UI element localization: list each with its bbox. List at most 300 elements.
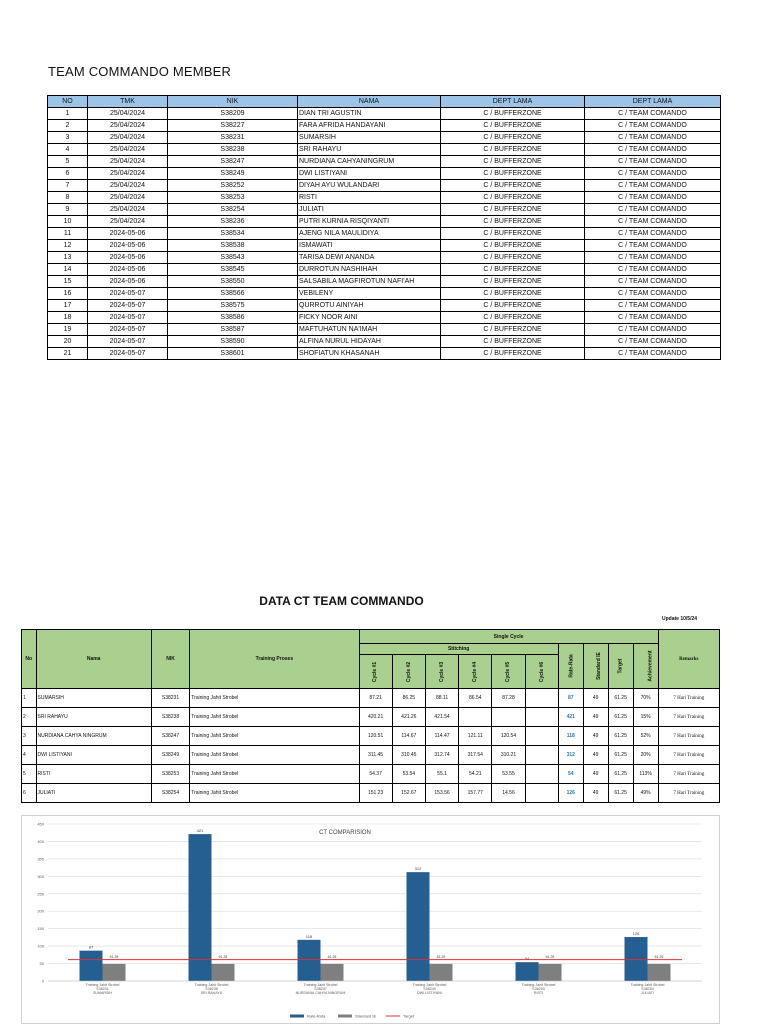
- data-label-target: 61.25: [109, 955, 119, 960]
- cell-cycle-6: [525, 746, 558, 765]
- cell-proses: Training Jahit Strobel: [190, 784, 359, 803]
- cell-dept-lama: C / BUFFERZONE: [441, 216, 585, 228]
- table-row: [48, 120, 721, 132]
- ct-col-cycle-5: [492, 655, 525, 689]
- cell-dept-lama: C / BUFFERZONE: [441, 204, 585, 216]
- cell-standard: 49: [583, 727, 608, 746]
- cell-nama: DIAN TRI AGUSTIN: [298, 108, 441, 120]
- cell-cycle-4: [459, 708, 492, 727]
- cell-cycle-4: 54.21: [459, 765, 492, 784]
- cell-achievement: 20%: [633, 746, 658, 765]
- cell-nik: S38534: [168, 228, 298, 240]
- cell-dept-lama: C / BUFFERZONE: [441, 120, 585, 132]
- cell-proses: Training Jahit Strobel: [190, 727, 359, 746]
- bar-standard: [212, 964, 235, 981]
- cell-dept-lama: C / BUFFERZONE: [441, 336, 585, 348]
- cell-dept-lama: C / BUFFERZONE: [441, 252, 585, 264]
- table-row: [48, 300, 721, 312]
- cell-rate: 118: [558, 727, 583, 746]
- data-label-rate: 312: [414, 866, 422, 872]
- table-row: [22, 727, 720, 746]
- data-label-target: 61.25: [545, 955, 555, 960]
- cell-nik: S38253: [151, 765, 189, 784]
- cell-no: 1: [22, 689, 37, 708]
- ct-col-nik: NIK: [151, 630, 189, 689]
- cell-nama: TARISA DEWI ANANDA: [298, 252, 441, 264]
- cell-cycle-6: [525, 708, 558, 727]
- cell-nama: NURDIANA CAHYA NINGRUM: [36, 727, 151, 746]
- cell-nik: S38247: [168, 156, 298, 168]
- table-row: [22, 746, 720, 765]
- cell-no: 3: [48, 132, 88, 144]
- col-tmk: TMK: [88, 96, 168, 108]
- category-label: NURDIANA CAHYA NINGRUM: [295, 991, 346, 995]
- y-tick-label: 50: [39, 961, 44, 967]
- ct-col-target: [608, 644, 633, 689]
- data-label-target: 61.25: [327, 955, 337, 960]
- category-label: SUMARSIH: [93, 991, 112, 995]
- cell-dept-lama-2: C / TEAM COMANDO: [585, 300, 721, 312]
- cell-rate: 421: [558, 708, 583, 727]
- cell-cycle-2: 152.67: [392, 784, 425, 803]
- cell-tmk: 25/04/2024: [88, 216, 168, 228]
- cell-nama: VEBILENY: [298, 288, 441, 300]
- cell-tmk: 25/04/2024: [88, 132, 168, 144]
- cell-tmk: 2024-05-06: [88, 240, 168, 252]
- cell-cycle-5: 53.55: [492, 765, 525, 784]
- cell-cycle-2: 114.67: [392, 727, 425, 746]
- legend-swatch: [338, 1015, 352, 1018]
- bar-rate: [625, 937, 648, 981]
- cell-dept-lama-2: C / TEAM COMANDO: [585, 132, 721, 144]
- cell-no: 1: [48, 108, 88, 120]
- cell-tmk: 25/04/2024: [88, 168, 168, 180]
- table-row: [48, 288, 721, 300]
- cell-dept-lama: C / BUFFERZONE: [441, 348, 585, 360]
- table-row: [48, 228, 721, 240]
- bar-rate: [298, 940, 321, 981]
- ct-col-cycle-4-label: Cycle #4: [472, 661, 479, 682]
- chart-svg: [22, 816, 719, 1023]
- cell-nama: SUMARSIH: [298, 132, 441, 144]
- category-label: Training Jahit Strobel: [412, 983, 447, 987]
- col-dept-lama: DEPT LAMA: [441, 96, 585, 108]
- cell-proses: Training Jahit Strobel: [190, 708, 359, 727]
- cell-cycle-1: 151.23: [359, 784, 392, 803]
- cell-dept-lama: C / BUFFERZONE: [441, 168, 585, 180]
- legend-swatch: [290, 1015, 304, 1018]
- cell-tmk: 25/04/2024: [88, 108, 168, 120]
- cell-nik: S38590: [168, 336, 298, 348]
- ct-col-nama: Nama: [36, 630, 151, 689]
- cell-nik: S38249: [168, 168, 298, 180]
- cell-nama: SRI RAHAYU: [298, 144, 441, 156]
- cell-cycle-2: 310.45: [392, 746, 425, 765]
- cell-nama: FARA AFRIDA HANDAYANI: [298, 120, 441, 132]
- cell-cycle-5: 120.54: [492, 727, 525, 746]
- cell-cycle-4: 86.54: [459, 689, 492, 708]
- cell-dept-lama-2: C / TEAM COMANDO: [585, 204, 721, 216]
- cell-remarks: 7 Hari Training: [658, 689, 719, 708]
- cell-no: 10: [48, 216, 88, 228]
- category-label: JULIATI: [641, 991, 654, 995]
- cell-no: 5: [48, 156, 88, 168]
- cell-nama: ALFINA NURUL HIDAYAH: [298, 336, 441, 348]
- cell-remarks: 7 Hari Training: [658, 765, 719, 784]
- cell-cycle-6: [525, 784, 558, 803]
- ct-col-rate: [558, 644, 583, 689]
- cell-cycle-5: [492, 708, 525, 727]
- category-label: S38231: [96, 987, 109, 991]
- cell-dept-lama-2: C / TEAM COMANDO: [585, 156, 721, 168]
- table-row: [48, 336, 721, 348]
- cell-cycle-5: 14.56: [492, 784, 525, 803]
- data-label-target: 61.25: [218, 955, 228, 960]
- y-tick-label: 400: [37, 838, 44, 844]
- cell-no: 8: [48, 192, 88, 204]
- cell-nama: SHOFIATUN KHASANAH: [298, 348, 441, 360]
- cell-remarks: 7 Hari Training: [658, 708, 719, 727]
- cell-dept-lama-2: C / TEAM COMANDO: [585, 336, 721, 348]
- cell-no: 7: [48, 180, 88, 192]
- cell-tmk: 2024-05-07: [88, 336, 168, 348]
- legend-label: Target: [403, 1013, 415, 1019]
- table-row: [48, 156, 721, 168]
- ct-col-cycle-6-label: Cycle #6: [538, 661, 545, 682]
- cell-target: 61.25: [608, 765, 633, 784]
- cell-cycle-3: 114.47: [425, 727, 458, 746]
- cell-standard: 49: [583, 689, 608, 708]
- cell-nik: S38253: [168, 192, 298, 204]
- bar-standard: [103, 964, 126, 981]
- ct-col-cycle-5-label: Cycle #5: [505, 661, 512, 682]
- cell-tmk: 25/04/2024: [88, 156, 168, 168]
- cell-nik: S38550: [168, 276, 298, 288]
- cell-no: 14: [48, 264, 88, 276]
- ct-col-achievement: [633, 644, 658, 689]
- y-tick-label: 0: [41, 978, 44, 984]
- cell-remarks: 7 Hari Training: [658, 727, 719, 746]
- cell-target: 61.25: [608, 727, 633, 746]
- cell-cycle-2: 53.54: [392, 765, 425, 784]
- cell-cycle-6: [525, 689, 558, 708]
- table-row: [48, 216, 721, 228]
- ct-col-proses: Training Proses: [190, 630, 359, 689]
- ct-col-standard: [583, 644, 608, 689]
- cell-nama: DWI LISTIYANI: [36, 746, 151, 765]
- cell-nik: S38254: [151, 784, 189, 803]
- table-row: [48, 108, 721, 120]
- data-label-rate: 87: [88, 944, 94, 950]
- ct-table: [21, 629, 720, 803]
- cell-cycle-4: 121.11: [459, 727, 492, 746]
- cell-nama: ISMAWATI: [298, 240, 441, 252]
- ct-comparison-chart: [21, 815, 720, 1024]
- cell-tmk: 25/04/2024: [88, 144, 168, 156]
- cell-standard: 49: [583, 784, 608, 803]
- cell-nik: S38227: [168, 120, 298, 132]
- cell-dept-lama-2: C / TEAM COMANDO: [585, 144, 721, 156]
- ct-col-cycle-1: [359, 655, 392, 689]
- cell-nik: S38575: [168, 300, 298, 312]
- y-tick-label: 350: [37, 856, 44, 862]
- y-tick-label: 300: [37, 873, 44, 879]
- bar-standard: [539, 964, 562, 981]
- cell-cycle-1: 54.37: [359, 765, 392, 784]
- data-label-target: 61.25: [654, 955, 664, 960]
- category-label: DWI LISTIYANI: [417, 991, 442, 995]
- cell-rate: 54: [558, 765, 583, 784]
- cell-no: 12: [48, 240, 88, 252]
- ct-col-cycle-2: [392, 655, 425, 689]
- cell-cycle-1: 420.21: [359, 708, 392, 727]
- cell-no: 5: [22, 765, 37, 784]
- ct-col-target-label: Target: [617, 658, 624, 674]
- bar-standard: [321, 964, 344, 981]
- cell-tmk: 2024-05-06: [88, 252, 168, 264]
- cell-dept-lama-2: C / TEAM COMANDO: [585, 108, 721, 120]
- cell-nik: S38254: [168, 204, 298, 216]
- ct-col-cycle-6: [525, 655, 558, 689]
- cell-no: 20: [48, 336, 88, 348]
- cell-no: 4: [48, 144, 88, 156]
- cell-dept-lama-2: C / TEAM COMANDO: [585, 288, 721, 300]
- cell-rate: 312: [558, 746, 583, 765]
- table-row: [48, 348, 721, 360]
- table-row: [48, 132, 721, 144]
- cell-achievement: 49%: [633, 784, 658, 803]
- category-label: S38247: [314, 987, 327, 991]
- cell-cycle-2: 421.26: [392, 708, 425, 727]
- ct-col-remarks: Remarks: [658, 630, 719, 689]
- ct-title: DATA CT TEAM COMMANDO: [259, 594, 424, 608]
- cell-dept-lama-2: C / TEAM COMANDO: [585, 120, 721, 132]
- cell-nama: AJENG NILA MAULIDIYA: [298, 228, 441, 240]
- cell-no: 18: [48, 312, 88, 324]
- cell-nik: S38209: [168, 108, 298, 120]
- cell-achievement: 15%: [633, 708, 658, 727]
- cell-no: 21: [48, 348, 88, 360]
- cell-cycle-3: 88.11: [425, 689, 458, 708]
- cell-dept-lama: C / BUFFERZONE: [441, 264, 585, 276]
- cell-dept-lama: C / BUFFERZONE: [441, 240, 585, 252]
- table-row: [48, 324, 721, 336]
- cell-no: 17: [48, 300, 88, 312]
- cell-no: 9: [48, 204, 88, 216]
- cell-proses: Training Jahit Strobel: [190, 689, 359, 708]
- cell-nik: S38545: [168, 264, 298, 276]
- cell-nik: S38566: [168, 288, 298, 300]
- cell-dept-lama-2: C / TEAM COMANDO: [585, 252, 721, 264]
- cell-dept-lama: C / BUFFERZONE: [441, 312, 585, 324]
- cell-cycle-4: 317.54: [459, 746, 492, 765]
- cell-cycle-4: 157.77: [459, 784, 492, 803]
- cell-cycle-6: [525, 765, 558, 784]
- cell-dept-lama-2: C / TEAM COMANDO: [585, 192, 721, 204]
- y-tick-label: 150: [37, 926, 44, 932]
- cell-nama: SALSABILA MAGFIROTUN NAFI'AH: [298, 276, 441, 288]
- data-label-rate: 54: [524, 956, 530, 962]
- y-tick-label: 250: [37, 891, 44, 897]
- ct-col-cycle-4: [459, 655, 492, 689]
- cell-nama: RISTI: [298, 192, 441, 204]
- bar-standard: [648, 964, 671, 981]
- cell-no: 4: [22, 746, 37, 765]
- category-label: Training Jahit Strobel: [303, 983, 338, 987]
- bar-standard: [430, 964, 453, 981]
- cell-dept-lama: C / BUFFERZONE: [441, 288, 585, 300]
- table-row: [48, 240, 721, 252]
- col-nama: NAMA: [298, 96, 441, 108]
- cell-target: 61.25: [608, 746, 633, 765]
- cell-dept-lama-2: C / TEAM COMANDO: [585, 228, 721, 240]
- cell-standard: 49: [583, 765, 608, 784]
- category-label: S38238: [205, 987, 218, 991]
- cell-nama: NURDIANA CAHYANINGRUM: [298, 156, 441, 168]
- table-row: [22, 765, 720, 784]
- cell-tmk: 25/04/2024: [88, 204, 168, 216]
- table-row: [48, 312, 721, 324]
- category-label: S38253: [532, 987, 545, 991]
- cell-nik: S38238: [151, 708, 189, 727]
- cell-nik: S38231: [151, 689, 189, 708]
- cell-nik: S38601: [168, 348, 298, 360]
- cell-nama: RISTI: [36, 765, 151, 784]
- category-label: RISTI: [533, 991, 544, 995]
- bar-rate: [516, 962, 539, 981]
- cell-dept-lama: C / BUFFERZONE: [441, 276, 585, 288]
- cell-nik: S38236: [168, 216, 298, 228]
- data-label-rate: 126: [632, 931, 640, 937]
- table-row: [22, 784, 720, 803]
- update-label: Update 10/5/24: [662, 616, 698, 622]
- cell-nama: FICKY NOOR AINI: [298, 312, 441, 324]
- cell-dept-lama: C / BUFFERZONE: [441, 300, 585, 312]
- cell-nama: JULIATI: [298, 204, 441, 216]
- table-row: [48, 180, 721, 192]
- cell-nama: JULIATI: [36, 784, 151, 803]
- cell-nik: S38231: [168, 132, 298, 144]
- cell-dept-lama-2: C / TEAM COMANDO: [585, 312, 721, 324]
- cell-target: 61.25: [608, 689, 633, 708]
- y-tick-label: 200: [37, 908, 44, 914]
- cell-proses: Training Jahit Strobel: [190, 746, 359, 765]
- ct-col-single-cycle: Single Cycle: [359, 630, 658, 644]
- cell-tmk: 2024-05-06: [88, 264, 168, 276]
- cell-tmk: 2024-05-06: [88, 276, 168, 288]
- cell-no: 13: [48, 252, 88, 264]
- cell-no: 16: [48, 288, 88, 300]
- cell-dept-lama-2: C / TEAM COMANDO: [585, 180, 721, 192]
- cell-dept-lama-2: C / TEAM COMANDO: [585, 216, 721, 228]
- cell-cycle-5: 310.21: [492, 746, 525, 765]
- cell-cycle-3: 153.56: [425, 784, 458, 803]
- cell-nama: SRI RAHAYU: [36, 708, 151, 727]
- cell-proses: Training Jahit Strobel: [190, 765, 359, 784]
- cell-dept-lama: C / BUFFERZONE: [441, 324, 585, 336]
- cell-nama: PUTRI KURNIA RISQIYANTI: [298, 216, 441, 228]
- cell-rate: 126: [558, 784, 583, 803]
- cell-nik: S38543: [168, 252, 298, 264]
- table-row: [48, 264, 721, 276]
- cell-nama: DURROTUN NASHIHAH: [298, 264, 441, 276]
- cell-no: 3: [22, 727, 37, 746]
- cell-no: 2: [22, 708, 37, 727]
- cell-dept-lama: C / BUFFERZONE: [441, 156, 585, 168]
- ct-col-standard-label: Standard IE: [595, 652, 602, 680]
- category-label: Training Jahit Strobel: [85, 983, 120, 987]
- table-row: [22, 689, 720, 708]
- category-label: Training Jahit Strobel: [194, 983, 229, 987]
- cell-tmk: 2024-05-07: [88, 300, 168, 312]
- bar-rate: [80, 951, 103, 981]
- cell-nama: DWI LISTIYANI: [298, 168, 441, 180]
- ct-col-stitching: Stitching: [359, 644, 558, 655]
- col-nik: NIK: [168, 96, 298, 108]
- cell-remarks: 7 Hari Training: [658, 746, 719, 765]
- ct-col-achievement-label: Achievement: [647, 650, 654, 682]
- col-dept-lama-2: DEPT LAMA: [585, 96, 721, 108]
- table-row: [22, 708, 720, 727]
- cell-dept-lama: C / BUFFERZONE: [441, 108, 585, 120]
- cell-nik: S38247: [151, 727, 189, 746]
- table-row: [48, 252, 721, 264]
- cell-nik: S38586: [168, 312, 298, 324]
- cell-nama: MAFTUHATUN NA'IMAH: [298, 324, 441, 336]
- data-label-rate: 118: [305, 933, 313, 939]
- cell-standard: 49: [583, 708, 608, 727]
- cell-cycle-3: 55.1: [425, 765, 458, 784]
- cell-no: 15: [48, 276, 88, 288]
- bar-rate: [407, 872, 430, 981]
- cell-dept-lama-2: C / TEAM COMANDO: [585, 240, 721, 252]
- cell-dept-lama-2: C / TEAM COMANDO: [585, 276, 721, 288]
- cell-dept-lama: C / BUFFERZONE: [441, 132, 585, 144]
- cell-tmk: 2024-05-06: [88, 228, 168, 240]
- cell-no: 6: [22, 784, 37, 803]
- legend-label: Rate-Rata: [307, 1013, 326, 1019]
- cell-cycle-1: 120.51: [359, 727, 392, 746]
- cell-target: 61.25: [608, 708, 633, 727]
- cell-tmk: 25/04/2024: [88, 120, 168, 132]
- cell-no: 19: [48, 324, 88, 336]
- category-label: Training Jahit Strobel: [630, 983, 665, 987]
- member-header-row: [48, 96, 721, 108]
- table-row: [48, 144, 721, 156]
- cell-target: 61.25: [608, 784, 633, 803]
- cell-standard: 49: [583, 746, 608, 765]
- cell-dept-lama-2: C / TEAM COMANDO: [585, 264, 721, 276]
- cell-no: 6: [48, 168, 88, 180]
- cell-nik: S38249: [151, 746, 189, 765]
- cell-dept-lama-2: C / TEAM COMANDO: [585, 324, 721, 336]
- category-label: S38254: [641, 987, 654, 991]
- cell-cycle-6: [525, 727, 558, 746]
- table-row: [48, 276, 721, 288]
- cell-dept-lama: C / BUFFERZONE: [441, 192, 585, 204]
- data-label-target: 61.25: [436, 955, 446, 960]
- y-tick-label: 100: [37, 943, 44, 949]
- cell-nik: S38238: [168, 144, 298, 156]
- cell-dept-lama: C / BUFFERZONE: [441, 228, 585, 240]
- ct-col-cycle-1-label: Cycle #1: [372, 661, 379, 682]
- cell-rate: 87: [558, 689, 583, 708]
- ct-col-rate-label: Rate-Rata: [568, 654, 575, 678]
- cell-nik: S38587: [168, 324, 298, 336]
- bar-rate: [189, 834, 212, 981]
- table-row: [48, 192, 721, 204]
- cell-cycle-5: 87.28: [492, 689, 525, 708]
